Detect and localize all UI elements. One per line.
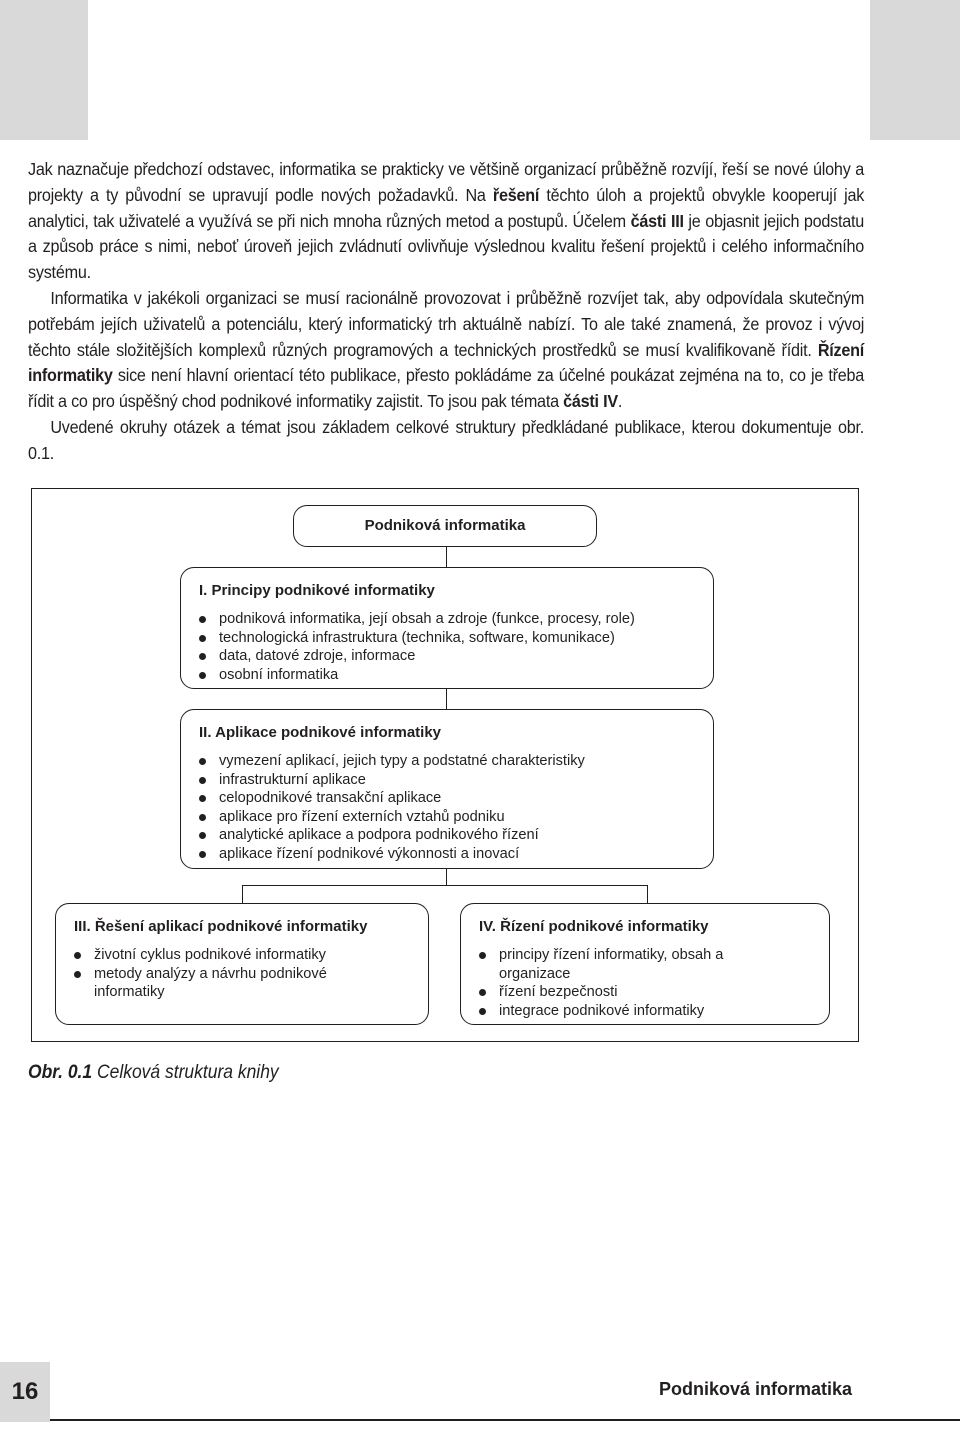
page-number: 16 [0,1362,50,1422]
diagram-part-3-box [55,903,429,1025]
diagram-part-1-box [180,567,714,689]
diagram-part-4-box [460,903,830,1025]
diagram-part-3-title: III. Řešení aplikací podnikové informatiky [74,918,368,935]
footer-rule [50,1419,960,1421]
list-item: analytické aplikace a podpora podnikového řízení [199,826,713,845]
diagram-part-2-title: II. Aplikace podnikové informatiky [199,724,442,741]
running-footer-title: Podniková informatika [658,1379,852,1399]
bold-text-run: Řízení informatiky [28,339,865,386]
figure-caption-label: Obr. 0.1 [28,1062,93,1083]
list-item: podniková informatika, její obsah a zdroje (funkce, procesy, role) [199,610,713,629]
connector-line [647,885,648,903]
bold-text-run: řešení [492,184,540,205]
text-run: těchto úloh a projektů obvykle kooperují jak analytici, tak uživatelé a využívá se při nich mnoha různých metod a postupů. Účelem [28,184,865,231]
diagram-part-1-list [199,610,713,684]
page-corner-tab-left [0,0,88,140]
diagram-part-4-list [479,946,759,1020]
bold-text-run: části III [630,210,684,231]
list-item: aplikace pro řízení externích vztahů podniku [199,808,713,827]
list-item: celopodnikové transakční aplikace [199,789,713,808]
text-run: . [617,391,623,412]
list-item: metody analýzy a návrhu podnikové informatiky [74,965,374,1002]
list-item: infrastrukturní aplikace [199,771,713,790]
page-corner-tab-right [870,0,960,140]
connector-line [446,547,447,567]
text-run: Uvedené okruhy otázek a témat jsou základem celkové struktury předkládané publikace, kterou dokumentuje obr. 0.1. [28,416,865,463]
list-item: řízení bezpečnosti [479,983,759,1002]
body-text [28,157,864,467]
list-item: integrace podnikové informatiky [479,1002,759,1021]
text-run: je objasnit jejich podstatu a způsob práce s nimi, neboť úroveň jejich zvládnutí ovlivňuje výslednou kvalitu řešení projektů i celého informačního systému. [28,210,865,283]
list-item: životní cyklus podnikové informatiky [74,946,374,965]
connector-line [242,885,648,886]
text-run: Jak naznačuje předchozí odstavec, informatika se prakticky ve většině organizací průběžně rozvíjí, řeší se nové úlohy a projekty a ty původní se upravují podle nových požadavků. Na [28,159,865,205]
list-item: technologická infrastruktura (technika, software, komunikace) [199,629,713,648]
diagram-part-2-list [199,752,713,864]
figure-caption-text: Celková struktura knihy [92,1062,279,1083]
list-item: aplikace řízení podnikové výkonnosti a inovací [199,845,713,864]
paragraph [28,157,864,286]
connector-line [446,869,447,885]
list-item: vymezení aplikací, jejich typy a podstatné charakteristiky [199,752,713,771]
connector-line [242,885,243,903]
connector-line [446,689,447,709]
diagram-part-3-list [74,946,374,1002]
diagram-part-4-title: IV. Řízení podnikové informatiky [479,918,709,935]
diagram-part-1-title: I. Principy podnikové informatiky [199,582,435,599]
diagram-root-title: Podniková informatika [364,517,526,534]
diagram-root-box [293,505,597,547]
diagram-part-2-box [180,709,714,869]
figure-caption [28,1062,279,1084]
list-item: osobní informatika [199,666,713,685]
text-run: sice není hlavní orientací této publikace, přesto pokládáme za účelné poukázat zejména na to, co je třeba řídit a co pro úspěšný chod podnikové informatiky zajistit. To jsou pak témata [28,365,865,412]
paragraph [28,286,864,415]
paragraph [28,415,864,467]
list-item: principy řízení informatiky, obsah a organizace [479,946,759,983]
list-item: data, datové zdroje, informace [199,647,713,666]
text-run: Informatika v jakékoli organizaci se musí racionálně provozovat i průběžně rozvíjet tak, aby odpovídala skutečným potřebám jejích uživatelů a potenciálu, který informatický trh aktuálně nabízí. To ale také znamená, že provoz i vývoj těchto stále složitějších komplexů různých programových a technických prostředků se musí kvalifikovaně řídit. [28,287,865,360]
bold-text-run: části IV [563,391,618,412]
